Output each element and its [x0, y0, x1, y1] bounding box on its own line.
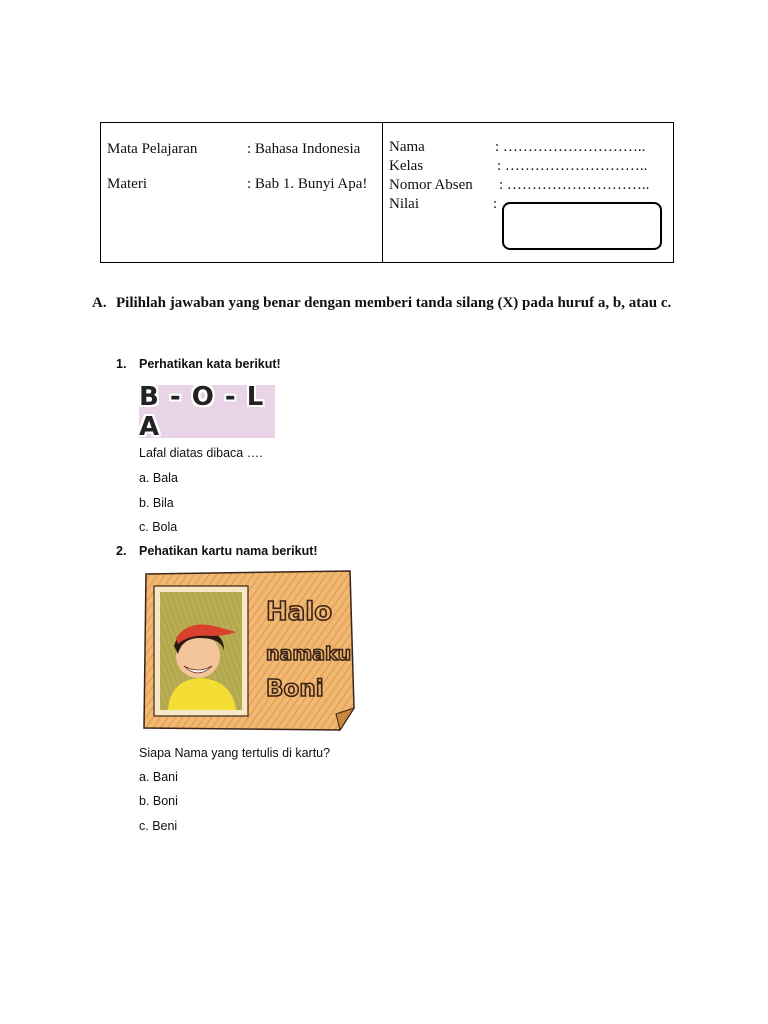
subject-value: : Bahasa Indonesia — [247, 141, 361, 157]
bola-word-image: B - O - L A — [139, 385, 275, 438]
question-2-text: Siapa Nama yang tertulis di kartu? — [139, 746, 331, 760]
name-label: Nama — [389, 139, 425, 155]
question-1-text: Lafal diatas dibaca …. — [139, 446, 263, 460]
absen-blank[interactable]: : ……………………….. — [499, 177, 650, 193]
score-label: Nilai — [389, 196, 419, 212]
name-card-image — [140, 568, 356, 732]
question-2-option-c[interactable]: c. Beni — [139, 819, 178, 833]
question-2-option-a[interactable]: a. Bani — [139, 770, 178, 784]
question-2-number: 2. — [116, 544, 127, 558]
question-2-option-b[interactable]: b. Boni — [139, 794, 178, 808]
score-box[interactable] — [502, 202, 662, 250]
absen-label: Nomor Absen — [389, 177, 473, 193]
name-blank[interactable]: : ……………………….. — [495, 139, 646, 155]
section-a-instruction — [92, 287, 682, 320]
header-divider — [382, 123, 383, 262]
question-1-prompt: Perhatikan kata berikut! — [139, 357, 281, 371]
question-1-option-a[interactable]: a. Bala — [139, 471, 178, 485]
class-blank[interactable]: : ……………………….. — [497, 158, 648, 174]
card-text-line-1: Halo — [266, 597, 333, 627]
material-value: : Bab 1. Bunyi Apa! — [247, 176, 368, 192]
student-info-header — [100, 122, 674, 263]
material-label: Materi — [107, 176, 147, 192]
class-label: Kelas — [389, 158, 424, 174]
question-1-option-c[interactable]: c. Bola — [139, 520, 178, 534]
score-colon: : — [493, 196, 498, 212]
section-letter: A. — [92, 295, 107, 311]
question-1-option-b[interactable]: b. Bila — [139, 496, 174, 510]
card-text-line-3: Boni — [266, 676, 324, 702]
card-text-line-2: namaku — [266, 643, 352, 665]
question-1-number: 1. — [116, 357, 127, 371]
question-2-prompt: Pehatikan kartu nama berikut! — [139, 544, 318, 558]
instruction-text: Pilihlah jawaban yang benar dengan memberi tanda silang (X) pada huruf a, b, atau c. — [116, 295, 672, 311]
subject-label: Mata Pelajaran — [107, 141, 198, 157]
